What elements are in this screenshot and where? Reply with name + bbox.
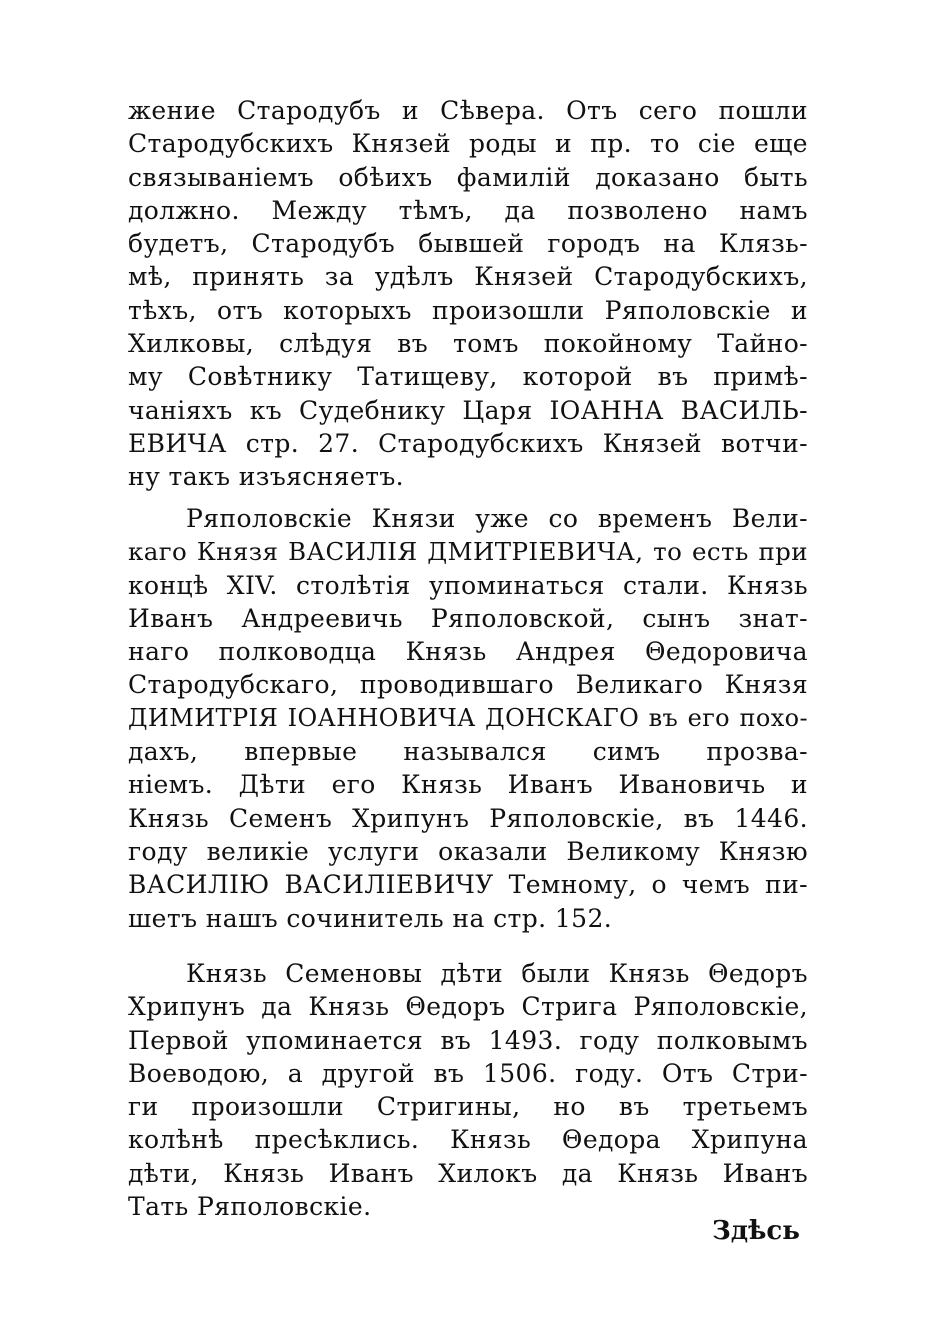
text-line: Иванъ Андреевичь Ряполовской, сынъ знат- xyxy=(128,603,808,633)
text-line: ЕВИЧА стр. 27. Стародубскихъ Князей вотчи- xyxy=(128,428,808,458)
text-line: ДИМИТРIЯ IОАННОВИЧА ДОНСКАГО въ его похо- xyxy=(128,703,808,732)
text-line: должно. Между тѣмъ, да позволено намъ xyxy=(128,195,808,225)
text-line: ну такъ изъясняетъ. xyxy=(128,462,405,492)
text-line: каго Князя ВАСИЛIЯ ДМИТРIЕВИЧА, то есть при xyxy=(128,537,808,567)
text-line: чанiяхъ къ Судебнику Царя IОАННА ВАСИЛЬ- xyxy=(128,395,808,425)
text-line: году великiе услуги оказали Великому Князю xyxy=(128,836,808,866)
text-line: Князь Семенъ Хрипунъ Ряполовскiе, въ 1446. xyxy=(128,803,808,833)
text-line: шетъ нашъ сочинитель на стр. 152. xyxy=(128,903,613,933)
text-line: концѣ XIV. столѣтiя упоминаться стали. Князь xyxy=(128,570,808,600)
text-line: Хилковы, слѣдуя въ томъ покойному Тайно- xyxy=(128,329,808,359)
text-line: ВАСИЛIЮ ВАСИЛIЕВИЧУ Темному, о чемъ пи- xyxy=(128,870,808,900)
text-line: ги произошли Стригины, но въ третьемъ xyxy=(128,1092,808,1122)
text-line: Князь Семеновы дѣти были Князь Θедоръ xyxy=(186,959,808,988)
text-line: Тать Ряполовскiе. xyxy=(128,1192,372,1222)
text-line: мѣ, принять за удѣлъ Князей Стародубскихъ, xyxy=(128,262,808,292)
text-line: Хрипунъ да Князь Θедоръ Стрига Ряполовскiе, xyxy=(128,992,808,1022)
paragraph-2 xyxy=(128,502,808,935)
text-line: связыванiемъ обѣихъ фамилiй доказано быть xyxy=(128,162,808,192)
text-line: наго полководца Князь Андрея Θедоровича xyxy=(128,637,808,667)
text-line: тѣхъ, отъ которыхъ произошли Ряполовскiе и xyxy=(128,295,808,325)
text-line: будетъ, Стародубъ бывшей городъ на Клязь- xyxy=(128,229,808,259)
paragraph-3 xyxy=(128,957,808,1223)
text-line: жениe Стародубъ и Сѣвера. Отъ сего пошли xyxy=(128,96,808,125)
text-line: дахъ, впервые назывался симъ прозва- xyxy=(128,737,808,767)
catchword: Здѣсь xyxy=(712,1216,800,1246)
text-line: нiемъ. Дѣти его Князь Иванъ Ивановичь и xyxy=(128,770,808,800)
paragraph-1 xyxy=(128,94,808,494)
text-line: Воеводою, а другой въ 1506. году. Отъ Стри- xyxy=(128,1058,808,1088)
text-line: Стародубскаго, проводившаго Великаго Князя xyxy=(128,670,808,700)
text-line: колѣнѣ пресѣклись. Князь Θедора Хрипуна xyxy=(128,1125,808,1155)
text-line: Стародубскихъ Князей роды и пр. то сiе еще xyxy=(128,129,808,159)
text-line: Ряполовскiе Князи уже со временъ Вели- xyxy=(186,504,808,533)
text-line: му Совѣтнику Татищеву, которой въ примѣ- xyxy=(128,362,808,392)
text-line: дѣти, Князь Иванъ Хилокъ да Князь Иванъ xyxy=(128,1158,808,1188)
text-line: Первой упоминается въ 1493. году полковымъ xyxy=(128,1025,808,1055)
